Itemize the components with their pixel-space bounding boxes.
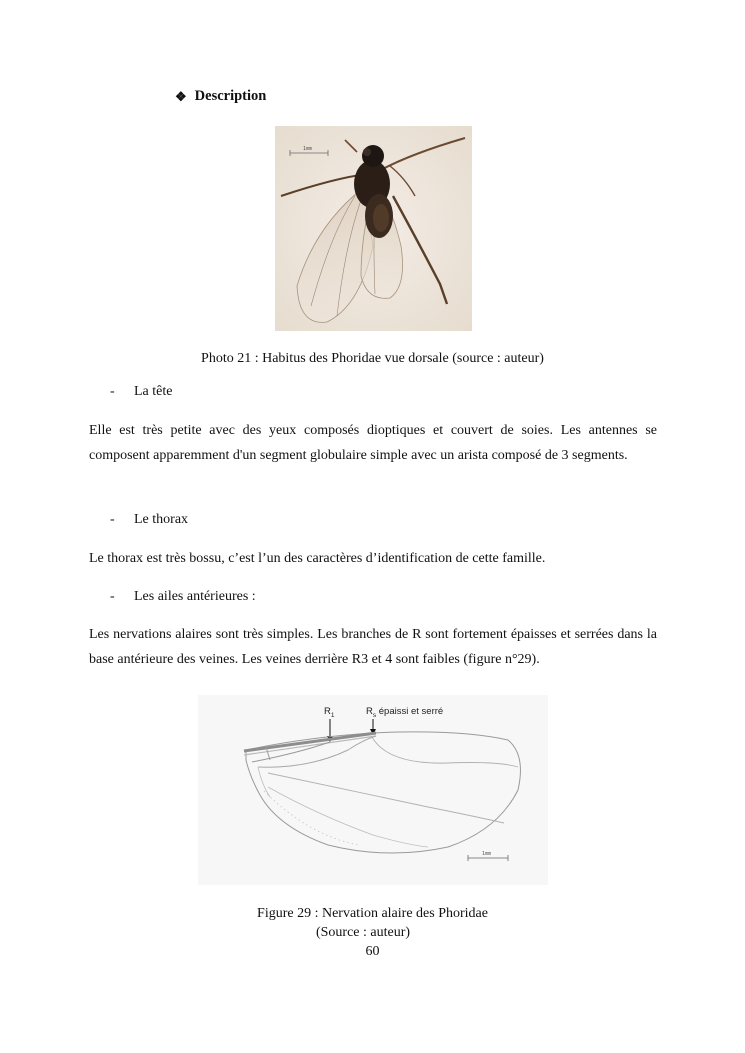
bullet-wings-label: Les ailes antérieures :	[134, 589, 256, 604]
r1-label: $R_1$	[324, 706, 335, 719]
paragraph-wings: Les nervations alaires sont très simples. Les branches de R sont fortement épaisses et serrées dans la base antérieure des veines. Les veines derrière R3 et 4 sont faibles (figure n°29).	[89, 627, 657, 667]
section-title: Description	[194, 88, 267, 104]
paragraph-thorax: Le thorax est très bossu, c’est l’un des caractères d’identification de cette famille.	[89, 551, 546, 566]
bullet-thorax-label: Le thorax	[134, 512, 189, 527]
figure-caption-line2: (Source : auteur)	[315, 925, 411, 940]
bullet-thorax: - Le thorax	[110, 512, 189, 527]
bullet-head-label: La tête	[134, 384, 173, 399]
diamond-bullet-icon: ❖	[175, 88, 187, 104]
phoridae-photo	[275, 126, 472, 331]
paragraph-head: Elle est très petite avec des yeux composés dioptiques et couvert de soies. Les antennes se composent apparemment d'un segment globulaire simple avec un arista composé de 3 segments.	[89, 423, 657, 463]
photo-caption: Photo 21 : Habitus des Phoridae vue dorsale (source : auteur)	[201, 351, 544, 366]
bullet-head: - La tête	[110, 384, 173, 399]
wing-venation-figure	[198, 695, 548, 885]
rs-label: $R_s$ épaissi et serré	[366, 706, 444, 719]
page-number: 60	[365, 944, 380, 959]
bullet-wings: - Les ailes antérieures :	[110, 589, 256, 604]
figure-scale-label: 1mm	[482, 851, 492, 857]
figure-caption-line1: Figure 29 : Nervation alaire des Phoridae	[257, 906, 488, 921]
section-heading	[175, 88, 266, 105]
photo-scale-label: 1mm	[303, 146, 313, 152]
